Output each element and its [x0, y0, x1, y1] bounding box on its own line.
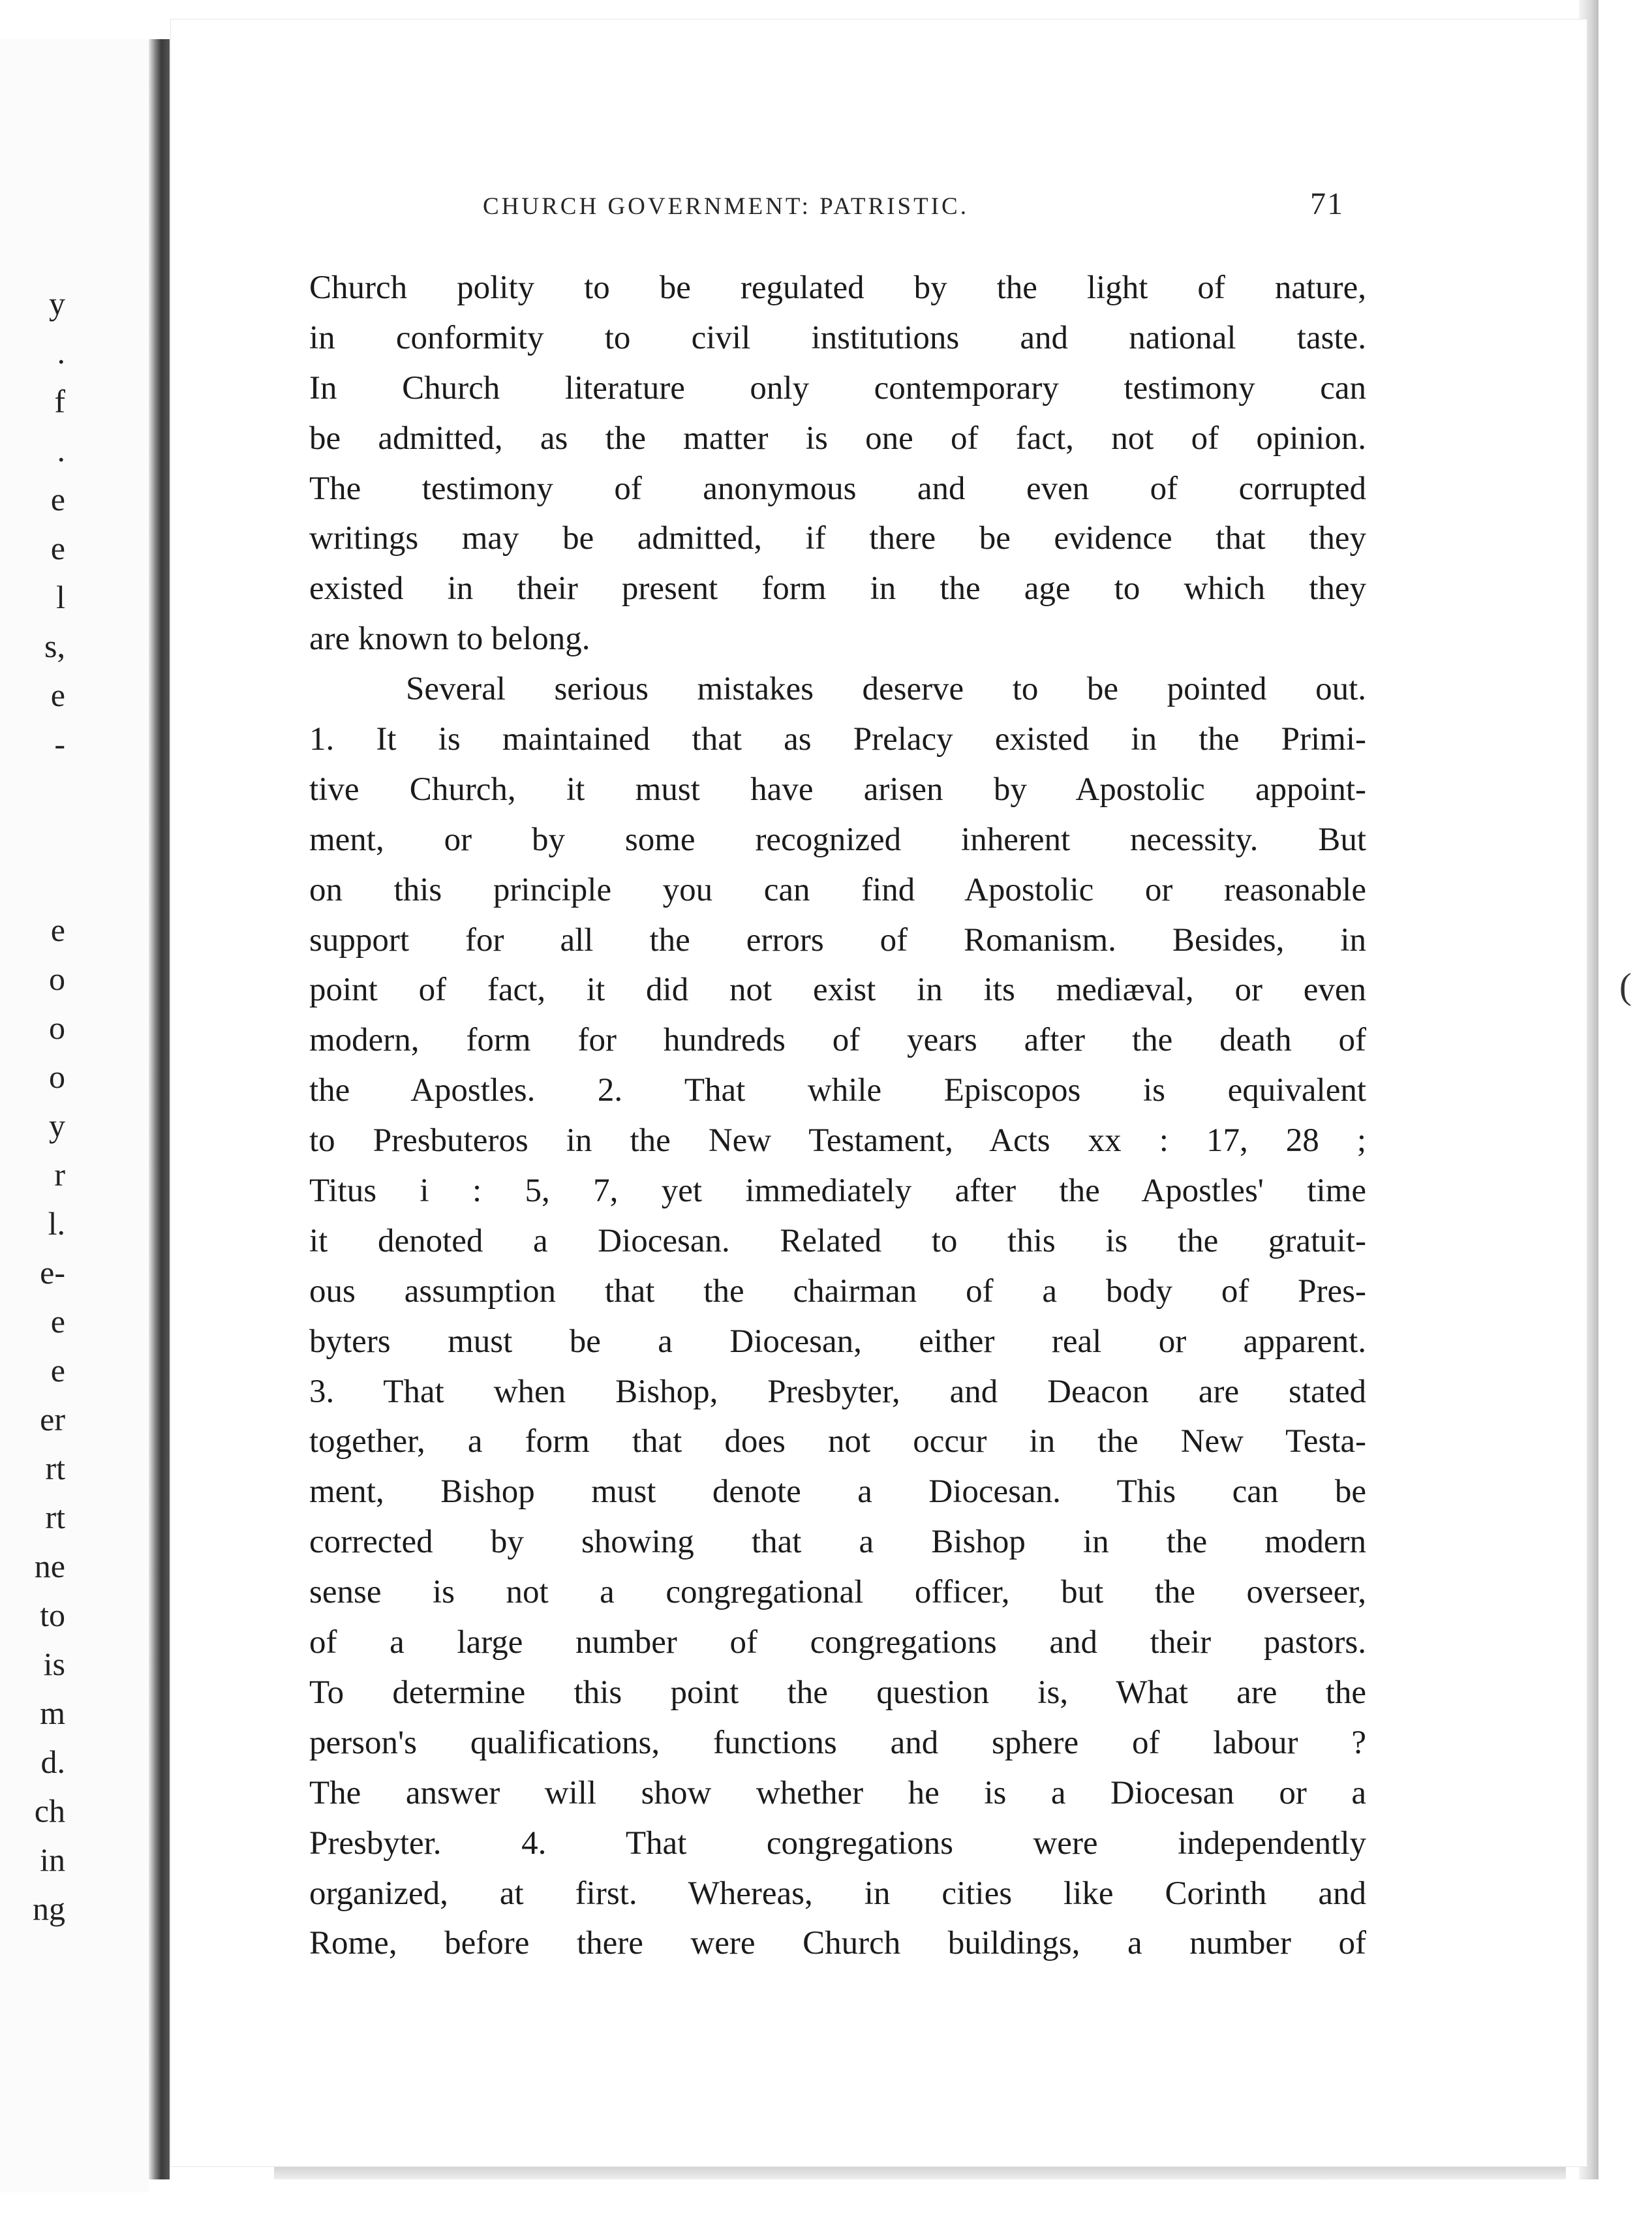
left-margin-fragment: . [57, 334, 65, 371]
running-title: CHURCH GOVERNMENT: PATRISTIC. [483, 193, 969, 220]
text-line: The testimony of anonymous and even of corrupted [309, 470, 1366, 507]
facing-page-left [0, 39, 149, 2192]
text-line: ment, or by some recognized inherent necessity. But [309, 821, 1366, 858]
text-line: modern, form for hundreds of years after the death of [309, 1022, 1366, 1059]
text-line: corrected by showing that a Bishop in the modern [309, 1524, 1366, 1561]
left-margin-fragment: ne [34, 1548, 65, 1584]
text-line: Rome, before there were Church buildings, a number of [309, 1925, 1366, 1962]
text-line: the Apostles. 2. That while Episcopos is equivalent [309, 1072, 1366, 1109]
left-margin-fragment: s, [44, 628, 65, 664]
text-line: to Presbuteros in the New Testament, Acts xx : 17, 28 ; [309, 1122, 1366, 1160]
left-margin-fragment: . [57, 432, 65, 469]
text-line: it denoted a Diocesan. Related to this is the gratuit- [309, 1222, 1366, 1259]
left-margin-fragment: o [49, 961, 65, 997]
body-text [309, 263, 1366, 1969]
text-line: be admitted, as the matter is one of fact, not of opinion. [309, 420, 1366, 457]
text-line: person's qualifications, functions and sphere of labour ? [309, 1724, 1366, 1761]
text-line: point of fact, it did not exist in its mediæval, or even [309, 972, 1366, 1009]
left-margin-fragment: e- [40, 1254, 65, 1291]
text-line: existed in their present form in the age to which they [309, 570, 1366, 607]
left-margin-fragment: ng [33, 1890, 65, 1927]
text-line: To determine this point the question is, What are the [309, 1674, 1366, 1711]
text-line: In Church literature only contemporary testimony can [309, 369, 1366, 407]
page-edge-bottom [274, 2165, 1566, 2179]
left-margin-fragment: ch [34, 1792, 65, 1829]
left-margin-fragment: to [40, 1597, 65, 1633]
text-line: of a large number of congregations and their pastors. [309, 1624, 1366, 1661]
left-margin-fragment: e [50, 912, 65, 948]
left-margin-fragment: l. [48, 1205, 65, 1242]
text-line: tive Church, it must have arisen by Apostolic appoint- [309, 771, 1366, 808]
text-line: organized, at first. Whereas, in cities like Corinth and [309, 1875, 1366, 1912]
book-gutter [149, 39, 170, 2179]
text-line: support for all the errors of Romanism. Besides, in [309, 921, 1366, 959]
text-line: sense is not a congregational officer, but the overseer, [309, 1574, 1366, 1611]
text-line: writings may be admitted, if there be evidence that they [309, 520, 1366, 557]
running-head [483, 186, 1344, 222]
text-line: on this principle you can find Apostolic or reasonable [309, 871, 1366, 908]
text-line: Titus i : 5, 7, yet immediately after the Apostles' time [309, 1173, 1366, 1210]
left-margin-fragment: f [54, 383, 65, 420]
text-line: ment, Bishop must denote a Diocesan. This can be [309, 1473, 1366, 1511]
scan-artifact-mark: ( [1619, 966, 1632, 1007]
left-margin-fragment: e [50, 1352, 65, 1389]
left-margin-fragment: y [49, 1107, 65, 1144]
left-margin-fragment: y [49, 285, 65, 322]
left-margin-fragment: o [49, 1058, 65, 1095]
left-margin-fragment: rt [45, 1499, 65, 1535]
left-margin-fragment: - [54, 726, 65, 762]
left-margin-fragment: e [50, 677, 65, 713]
left-margin-fragment: rt [45, 1450, 65, 1486]
text-line: Church polity to be regulated by the light of nature, [309, 269, 1366, 306]
page-number: 71 [1310, 187, 1344, 221]
left-margin-fragment: e [50, 481, 65, 517]
left-margin-fragment: in [40, 1841, 65, 1878]
left-margin-fragment: is [43, 1646, 65, 1682]
left-margin-fragment: m [40, 1695, 65, 1731]
left-margin-fragment: d. [40, 1744, 65, 1780]
text-line: Several serious mistakes deserve to be pointed out. [406, 671, 1366, 708]
left-margin-fragment: o [49, 1009, 65, 1046]
text-line: 3. That when Bishop, Presbyter, and Deacon are stated [309, 1373, 1366, 1410]
text-line: ous assumption that the chairman of a body of Pres- [309, 1272, 1366, 1310]
text-line: byters must be a Diocesan, either real or apparent. [309, 1323, 1366, 1360]
left-margin-fragment: r [54, 1156, 65, 1193]
left-margin-fragment: er [40, 1401, 65, 1437]
text-line: in conformity to civil institutions and national taste. [309, 319, 1366, 356]
text-line: together, a form that does not occur in the New Testa- [309, 1423, 1366, 1460]
left-margin-fragment: e [50, 1303, 65, 1340]
left-margin-fragment: e [50, 530, 65, 566]
text-line: The answer will show whether he is a Diocesan or a [309, 1774, 1366, 1811]
left-margin-fragment: l [56, 579, 65, 615]
text-line: 1. It is maintained that as Prelacy existed in the Primi- [309, 721, 1366, 758]
text-line: are known to belong. [309, 621, 590, 658]
text-line: Presbyter. 4. That congregations were independently [309, 1824, 1366, 1862]
